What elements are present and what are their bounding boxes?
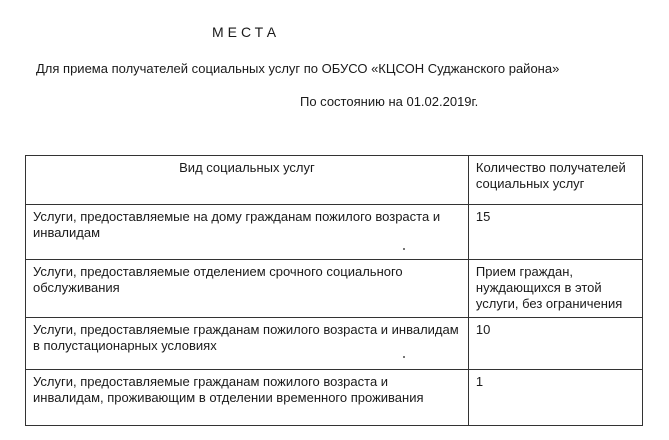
table-row <box>26 260 643 318</box>
service-cell: Услуги, предоставляемые на дому гражданам пожилого возраста и инвалидам <box>26 205 469 260</box>
services-table <box>25 155 643 426</box>
header-service-type: Вид социальных услуг <box>26 156 469 205</box>
scan-speck <box>403 356 405 358</box>
count-cell: 15 <box>468 205 642 260</box>
as-of-date: По состоянию на 01.02.2019г. <box>300 94 479 109</box>
service-cell: Услуги, предоставляемые отделением срочного социального обслуживания <box>26 260 469 318</box>
service-cell: Услуги, предоставляемые гражданам пожилого возраста и инвалидам, проживающим в отделении временного проживания <box>26 370 469 426</box>
document-subtitle: Для приема получателей социальных услуг по ОБУСО «КЦСОН Суджанского района» <box>36 61 560 76</box>
count-cell: 1 <box>468 370 642 426</box>
document-title: МЕСТА <box>212 24 281 40</box>
count-cell: Прием граждан, нуждающихся в этой услуги, без ограничения <box>468 260 642 318</box>
count-cell: 10 <box>468 318 642 370</box>
service-cell: Услуги, предоставляемые гражданам пожилого возраста и инвалидам в полустационарных условиях <box>26 318 469 370</box>
scan-speck <box>403 248 405 250</box>
table-row <box>26 205 643 260</box>
table-header-row <box>26 156 643 205</box>
header-recipient-count: Количество получателей социальных услуг <box>468 156 642 205</box>
table-row <box>26 318 643 370</box>
table-row <box>26 370 643 426</box>
